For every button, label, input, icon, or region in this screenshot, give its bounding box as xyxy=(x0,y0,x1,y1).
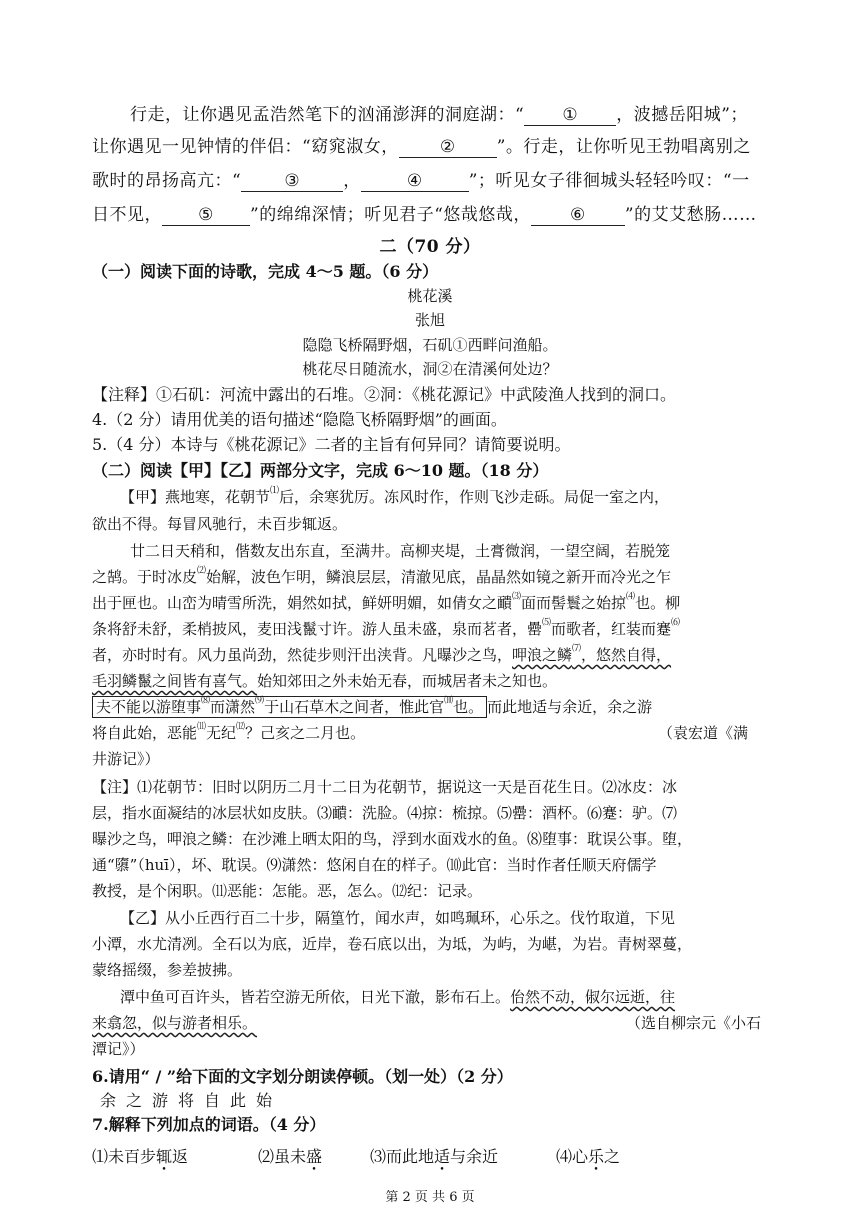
footnote-mark: ⑵ xyxy=(197,566,207,576)
text: 歌时的昂扬高亢：“ xyxy=(92,171,242,191)
poem-title: 桃花溪 xyxy=(407,287,453,305)
footnote-mark: ⑶ xyxy=(512,592,522,602)
fill-line-2 xyxy=(92,132,751,158)
dotted-word: 盛 xyxy=(306,1147,323,1166)
yi-line-2: 小潭，水尤清冽。全石以为底，近岸，卷石底以出，为坻，为屿，为嵁，为岩。青树翠蔓， xyxy=(92,935,693,953)
text: 【甲】燕地寒，花朝节 xyxy=(120,488,271,506)
jia-line-10 xyxy=(92,722,365,743)
wavy-underlined-text: 佁然不动，俶尔远逝，往 xyxy=(510,988,676,1006)
blank-5: ⑤ xyxy=(162,205,250,226)
jia-line-3: 廿二日天稍和，偕数友出东直，至满井。高柳夹堤，土膏微润，一望空阔，若脱笼 xyxy=(130,542,671,560)
text: 而此地适与余近，余之游 xyxy=(487,698,653,716)
notes-line-4: 通“隳”（huī），坏、耽误。⑼潇然：悠闲自在的样子。⑽此官：当时作者任顺天府儒学 xyxy=(92,856,657,874)
footnote-mark: ⑾ xyxy=(197,722,207,732)
text: ”的绵绵深情；听见君子“悠哉悠哉， xyxy=(250,205,531,225)
part2-heading: （二）阅读【甲】【乙】两部分文字，完成 6～10 题。（18 分） xyxy=(92,461,549,480)
text: 夫不能以游堕事 xyxy=(96,698,202,716)
notes-line-2: 层，指水面凝结的冰层状如皮肤。⑶靧：洗脸。⑷掠：梳掠。⑸罍：酒杯。⑹蹇：驴。⑺ xyxy=(92,804,678,822)
text: ⑶而此地 xyxy=(370,1147,435,1166)
wavy-underlined-text: 来翕忽，似与游者相乐。 xyxy=(92,1014,258,1032)
dotted-word: 适 xyxy=(434,1147,451,1166)
text: ”；听见女子徘徊城头轻轻吟叹：“一 xyxy=(468,171,750,191)
text: 让你遇见一见钟情的伴侣：“窈窕淑女， xyxy=(92,137,399,157)
yi-line-5 xyxy=(92,1012,257,1033)
q7-item-3 xyxy=(370,1144,498,1167)
notes-line-1: 【注】⑴花朝节：旧时以阴历二月十二日为花朝节，据说这一天是百花生日。⑵冰皮：冰 xyxy=(92,778,678,796)
blank-4: ④ xyxy=(361,171,469,192)
text: 也。柳 xyxy=(635,594,681,612)
yi-source-cont: 潭记》） xyxy=(92,1040,145,1058)
text: 日不见， xyxy=(92,205,162,225)
text: 返 xyxy=(172,1147,189,1166)
blank-2: ② xyxy=(399,137,497,158)
text: 潭中鱼可百许头，皆若空游无所依，日光下澈，影布石上。 xyxy=(120,988,511,1006)
text: 于山石草木之间者，惟此官 xyxy=(264,698,445,716)
boxed-sentence xyxy=(92,696,487,718)
notes-line-5: 教授，是个闲职。⑾恶能：怎能。恶，怎么。⑿纪：记录。 xyxy=(92,882,483,900)
jia-source-cont: 井游记》） xyxy=(92,750,160,768)
text: 条将舒未舒，柔梢披风，麦田浅鬣寸许。游人虽未盛，泉而茗者，罍 xyxy=(92,620,543,638)
footnote-mark: ⑹ xyxy=(671,618,681,628)
text: 将自此始，恶能 xyxy=(92,724,198,742)
text: ？己亥之二月也。 xyxy=(245,724,366,742)
footnote-mark: ⑸ xyxy=(542,618,552,628)
fill-line-1 xyxy=(130,100,748,126)
text: 后，余寒犹厉。冻风时作，作则飞沙走砾。局促一室之内， xyxy=(279,488,670,506)
text: ⑷心 xyxy=(556,1147,589,1166)
jia-line-1 xyxy=(120,486,669,507)
footnote-mark: ⑴ xyxy=(270,486,280,496)
blank-1: ① xyxy=(524,105,616,126)
wavy-underlined-text: 毛羽鳞鬣之间皆有喜气。 xyxy=(92,672,258,690)
text: 始解，波色乍明，鳞浪层层，清澈见底，晶晶然如镜之新开而冷光之乍 xyxy=(206,568,672,586)
text: ”的艾艾愁肠…… xyxy=(624,205,757,225)
footnote-mark: ⑺ xyxy=(572,644,582,654)
yi-line-1: 【乙】从小丘西行百二十步，隔篁竹，闻水声，如鸣珮环，心乐之。伐竹取道，下见 xyxy=(120,909,676,927)
footnote-mark: ⑿ xyxy=(236,722,246,732)
text: 与余近 xyxy=(450,1147,499,1166)
text: 面而髻鬟之始掠 xyxy=(521,594,627,612)
poem-line-1: 隐隐飞桥隔野烟，石矶①西畔问渔船。 xyxy=(302,336,558,354)
footnote-mark: ⑽ xyxy=(444,696,454,706)
question-6: 6.请用“ / ”给下面的文字划分朗读停顿。（划一处）（2 分） xyxy=(92,1067,513,1086)
jia-source: （袁宏道《满 xyxy=(658,724,749,742)
question-6-text: 余之游将自此始 xyxy=(100,1091,283,1110)
jia-line-8 xyxy=(92,670,557,691)
q7-item-4 xyxy=(556,1144,620,1167)
text: ⑴未百步 xyxy=(92,1147,157,1166)
question-5: 5.（4 分）本诗与《桃花源记》二者的主旨有何异同？请简要说明。 xyxy=(92,435,571,454)
text: 出于匣也。山峦为晴雪所洗，娟然如拭，鲜妍明媚，如倩女之靧 xyxy=(92,594,513,612)
question-4: 4.（2 分）请用优美的语句描述“隐隐飞桥隔野烟”的画面。 xyxy=(92,410,507,429)
yi-source: （选自柳宗元《小石 xyxy=(626,1014,762,1032)
wavy-underlined-text xyxy=(512,646,671,664)
text: 之 xyxy=(604,1147,621,1166)
footnote-mark: ⑻ xyxy=(201,696,211,706)
text: 而歌者，红装而蹇 xyxy=(551,620,672,638)
poem-author: 张旭 xyxy=(414,311,445,329)
poem-line-2: 桃花尽日随流水，洞②在清溪何处边？ xyxy=(302,360,558,378)
footnote-mark: ⑷ xyxy=(626,592,636,602)
text: ，悠然自得， xyxy=(581,646,672,664)
jia-line-9 xyxy=(92,696,652,717)
footnote-mark: ⑼ xyxy=(255,696,265,706)
jia-line-7 xyxy=(92,644,671,665)
text: 者，亦时时有。风力虽尚劲，然徒步则汗出浃背。凡曝沙之鸟， xyxy=(92,646,513,664)
fill-line-4 xyxy=(92,200,757,226)
part1-heading: （一）阅读下面的诗歌，完成 4～5 题。（6 分） xyxy=(92,262,439,281)
jia-line-5 xyxy=(92,592,680,613)
jia-line-2: 欲出不得。每冒风驰行，未百步辄返。 xyxy=(92,515,348,533)
yi-line-3: 蒙络摇缀，参差披拂。 xyxy=(92,961,243,979)
text: 始知郊田之外未始无春，而城居者未之知也。 xyxy=(257,672,558,690)
blank-3: ③ xyxy=(241,171,343,192)
jia-line-4 xyxy=(92,566,671,587)
notes-line-3: 曝沙之鸟，呷浪之鳞：在沙滩上晒太阳的鸟，浮到水面戏水的鱼。⑻堕事：耽误公事。堕， xyxy=(92,830,693,848)
text: ，波撼岳阳城”； xyxy=(616,105,748,125)
dotted-word: 辄 xyxy=(156,1147,173,1166)
text: 也。 xyxy=(453,698,484,716)
q7-item-2 xyxy=(258,1144,322,1167)
page-footer: 第 2 页 共 6 页 xyxy=(385,1190,475,1205)
text: ⑵虽未 xyxy=(258,1147,307,1166)
dotted-word: 乐 xyxy=(588,1147,605,1166)
text: 行走，让你遇见孟浩然笔下的汹涌澎湃的洞庭湖：“ xyxy=(130,105,525,125)
text: 无纪 xyxy=(206,724,237,742)
fill-line-3 xyxy=(92,166,750,192)
text: 而潇然 xyxy=(210,698,256,716)
poem-note: 【注释】①石矶：河流中露出的石堆。②洞：《桃花源记》中武陵渔人找到的洞口。 xyxy=(92,385,677,404)
text: 呷浪之鳞 xyxy=(512,646,573,664)
blank-6: ⑥ xyxy=(531,205,625,226)
q7-item-1 xyxy=(92,1144,188,1167)
question-7: 7.解释下列加点的词语。（4 分） xyxy=(92,1115,326,1134)
text: 之鹄。于时冰皮 xyxy=(92,568,198,586)
text: ， xyxy=(343,171,361,191)
section-title: 二（70 分） xyxy=(379,237,481,257)
text: ”。行走，让你听见王勃唱离别之 xyxy=(496,137,751,157)
yi-line-4 xyxy=(120,986,675,1007)
jia-line-6 xyxy=(92,618,680,639)
